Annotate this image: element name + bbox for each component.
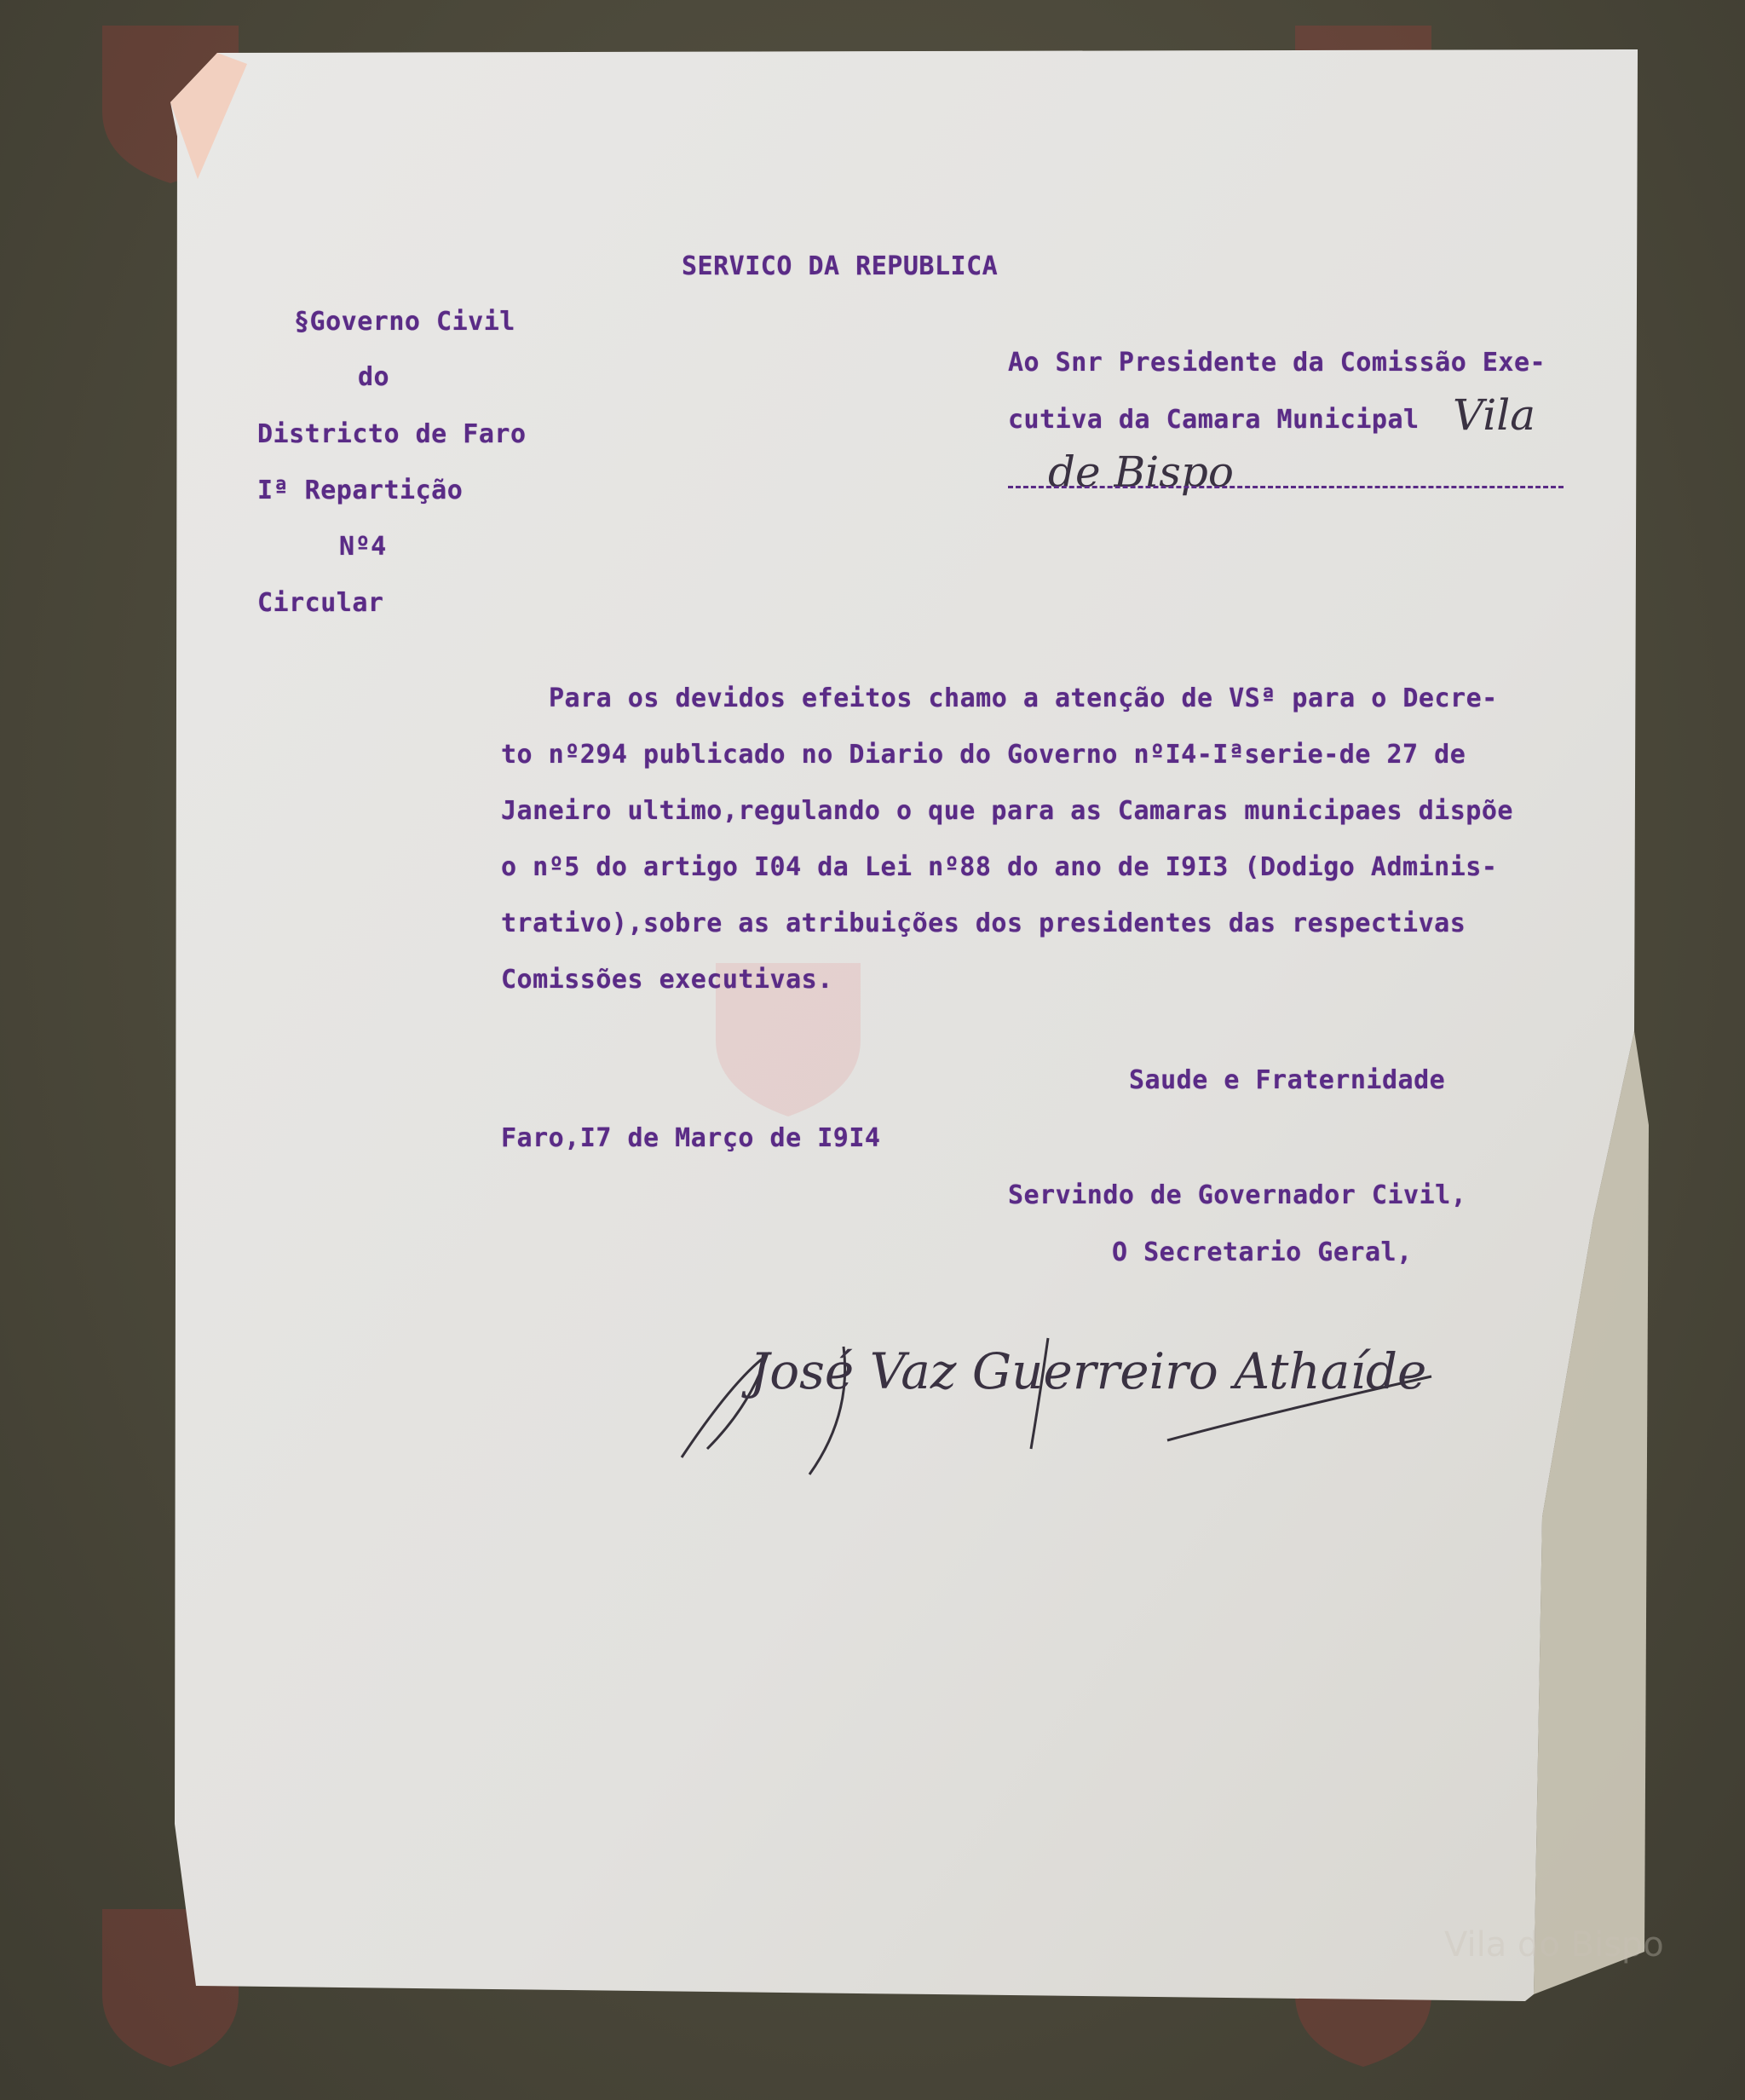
recipient-line-1: Ao Snr Presidente da Comissão Exe-: [1008, 348, 1546, 378]
handwritten-signature: José Vaz Guerreiro Athaíde: [750, 1342, 1427, 1400]
document-header-title: SERVICO DA REPUBLICA: [682, 251, 999, 281]
body-line: Janeiro ultimo,regulando o que para as Camaras municipaes dispõe: [501, 796, 1513, 826]
recipient-line-2: cutiva da Camara Municipal: [1008, 405, 1420, 435]
signature-title: O Secretario Geral,: [1112, 1238, 1413, 1267]
closing-greeting: Saude e Fraternidade: [1129, 1065, 1446, 1095]
watermark-text: Vila do Bispo: [1444, 1925, 1664, 1964]
recipient-dashed-line: [1008, 486, 1564, 488]
body-line: o nº5 do artigo I04 da Lei nº88 do ano de I9I3 (Dodigo Adminis-: [501, 852, 1498, 882]
recipient-handwritten-2: de Bispo: [1048, 447, 1234, 497]
letter-date: Faro,I7 de Março de I9I4: [501, 1123, 881, 1153]
sender-line: Nº4: [339, 532, 387, 562]
signature-role: Servindo de Governador Civil,: [1008, 1180, 1467, 1210]
body-line: Comissões executivas.: [501, 965, 833, 995]
body-line: Para os devidos efeitos chamo a atenção de VSª para o Decre-: [549, 684, 1498, 713]
sender-line: do: [358, 362, 390, 392]
body-line: trativo),sobre as atribuições dos presidentes das respectivas: [501, 909, 1466, 938]
sender-line: Iª Repartição: [257, 476, 464, 505]
sender-line: Districto de Faro: [257, 419, 527, 449]
body-line: to nº294 publicado no Diario do Governo nºI4-Iªserie-de 27 de: [501, 740, 1466, 770]
sender-line: §Governo Civil: [294, 307, 515, 337]
recipient-handwritten-1: Vila: [1453, 390, 1536, 440]
sender-line: Circular: [257, 588, 384, 618]
